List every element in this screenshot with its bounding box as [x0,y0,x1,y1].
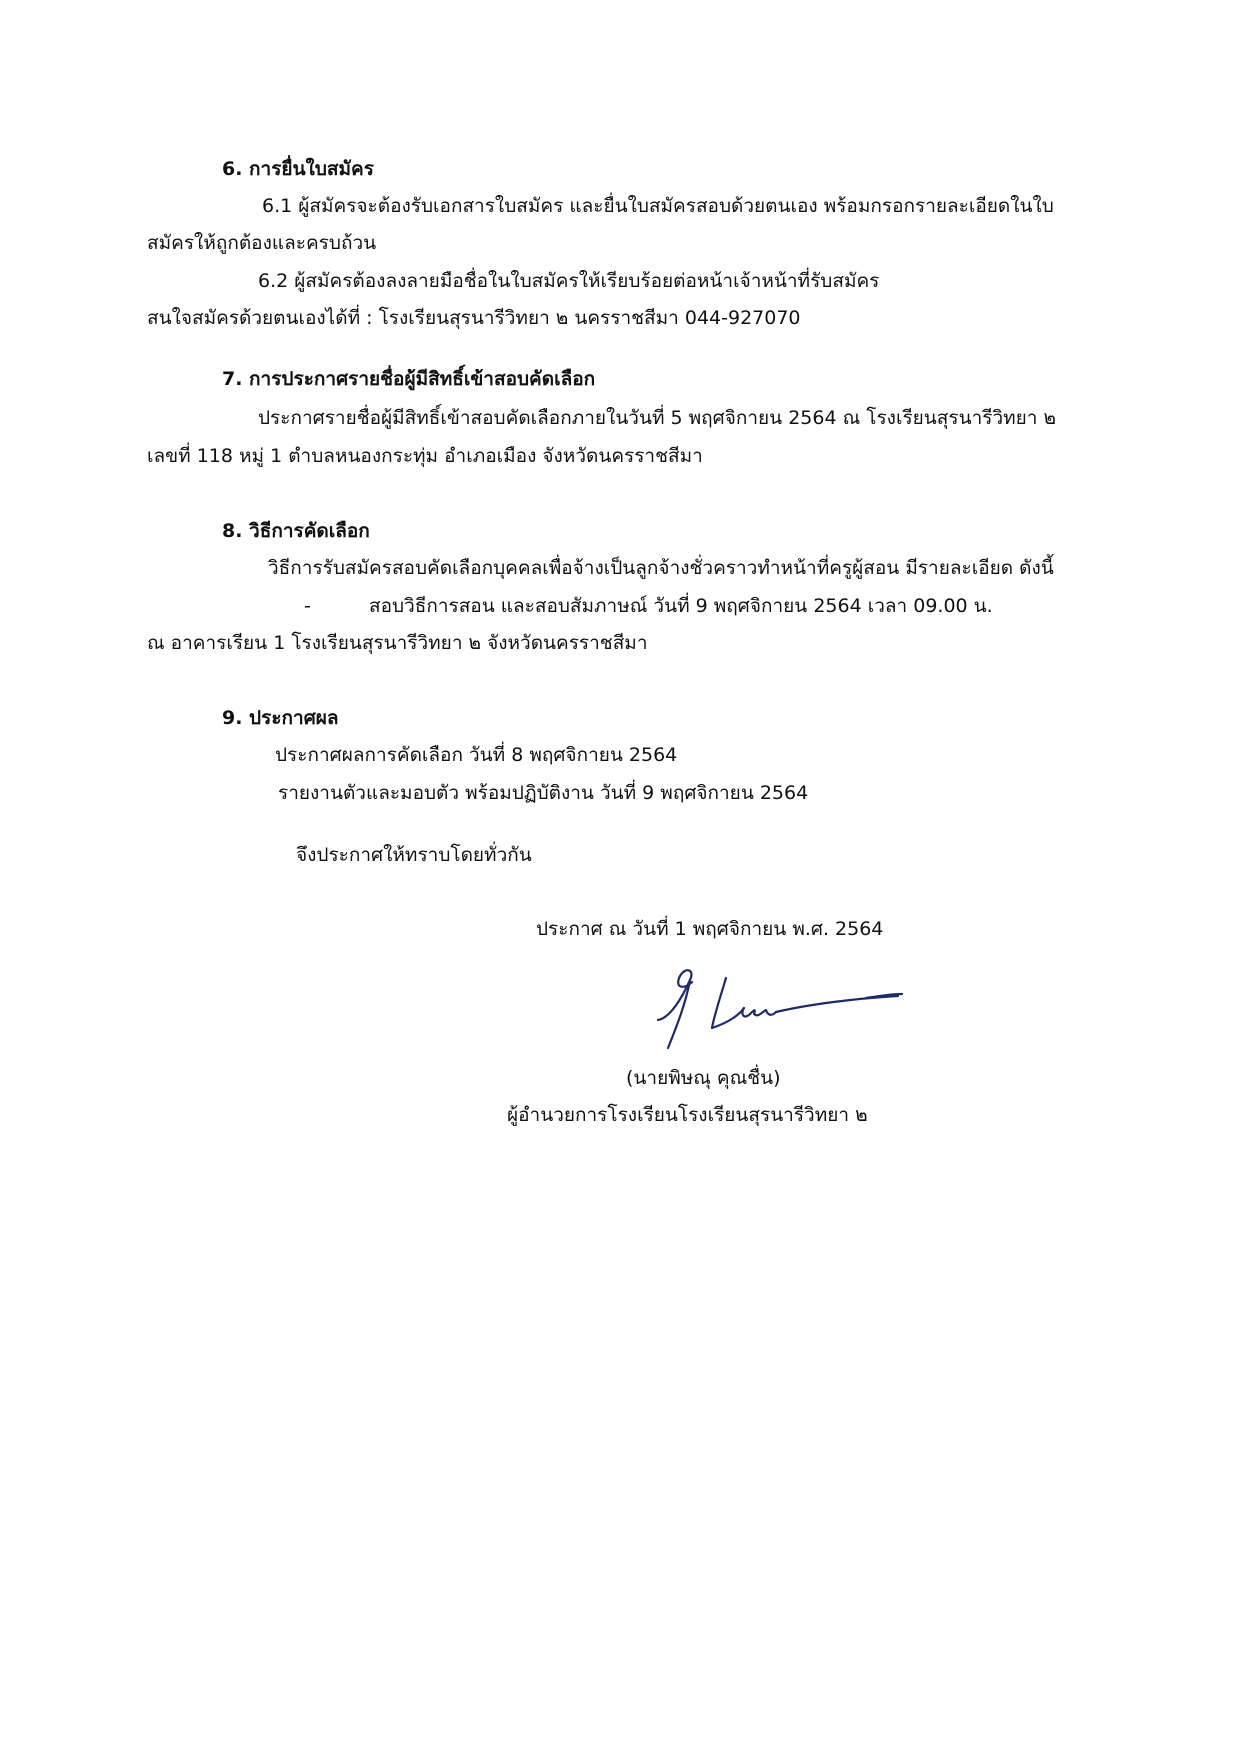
section-9-line-1: ประกาศผลการคัดเลือก วันที่ 8 พฤศจิกายน 2564 [275,744,678,766]
signer-position: ผู้อำนวยการโรงเรียนโรงเรียนสุรนารีวิทยา ๒ [507,1104,868,1126]
section-9-heading: 9. ประกาศผล [222,707,339,729]
section-9-line-2: รายงานตัวและมอบตัว พร้อมปฏิบัติงาน วันที่ 9 พฤศจิกายน 2564 [278,782,809,804]
section-8-line-1: วิธีการรับสมัครสอบคัดเลือกบุคคลเพื่อจ้างเป็นลูกจ้างชั่วคราวทำหน้าที่ครูผู้สอน มีรายละเอียด ดังนี้ [268,557,1054,579]
section-6-heading: 6. การยื่นใบสมัคร [222,158,374,180]
section-7-line-2: เลขที่ 118 หมู่ 1 ตำบลหนองกระทุ่ม อำเภอเมือง จังหวัดนครราชสีมา [147,445,703,467]
section-8-line-2: สอบวิธีการสอน และสอบสัมภาษณ์ วันที่ 9 พฤศจิกายน 2564 เวลา 09.00 น. [369,595,993,617]
section-6-line-1: 6.1 ผู้สมัครจะต้องรับเอกสารใบสมัคร และยื่นใบสมัครสอบด้วยตนเอง พร้อมกรอกรายละเอียดในใบ [262,195,1054,217]
section-8-line-3: ณ อาคารเรียน 1 โรงเรียนสุรนารีวิทยา ๒ จังหวัดนครราชสีมา [147,632,648,654]
signer-name: (นายพิษณุ คุณชื่น) [626,1067,781,1089]
announcement-date: ประกาศ ณ วันที่ 1 พฤศจิกายน พ.ศ. 2564 [536,918,884,940]
closing-statement: จึงประกาศให้ทราบโดยทั่วกัน [296,844,532,866]
signature-image [640,968,910,1058]
section-7-line-1: ประกาศรายชื่อผู้มีสิทธิ์เข้าสอบคัดเลือกภายในวันที่ 5 พฤศจิกายน 2564 ณ โรงเรียนสุรนารีวิทยา ๒ [258,407,1056,429]
section-8-bullet: - [304,595,311,617]
section-6-line-3: 6.2 ผู้สมัครต้องลงลายมือชื่อในใบสมัครให้เรียบร้อยต่อหน้าเจ้าหน้าที่รับสมัคร [258,270,880,292]
section-6-line-2: สมัครให้ถูกต้องและครบถ้วน [147,232,377,254]
section-6-line-4: สนใจสมัครด้วยตนเองได้ที่ : โรงเรียนสุรนารีวิทยา ๒ นครราชสีมา 044-927070 [147,307,801,329]
section-7-heading: 7. การประกาศรายชื่อผู้มีสิทธิ์เข้าสอบคัดเลือก [222,368,596,390]
section-8-heading: 8. วิธีการคัดเลือก [222,520,370,542]
